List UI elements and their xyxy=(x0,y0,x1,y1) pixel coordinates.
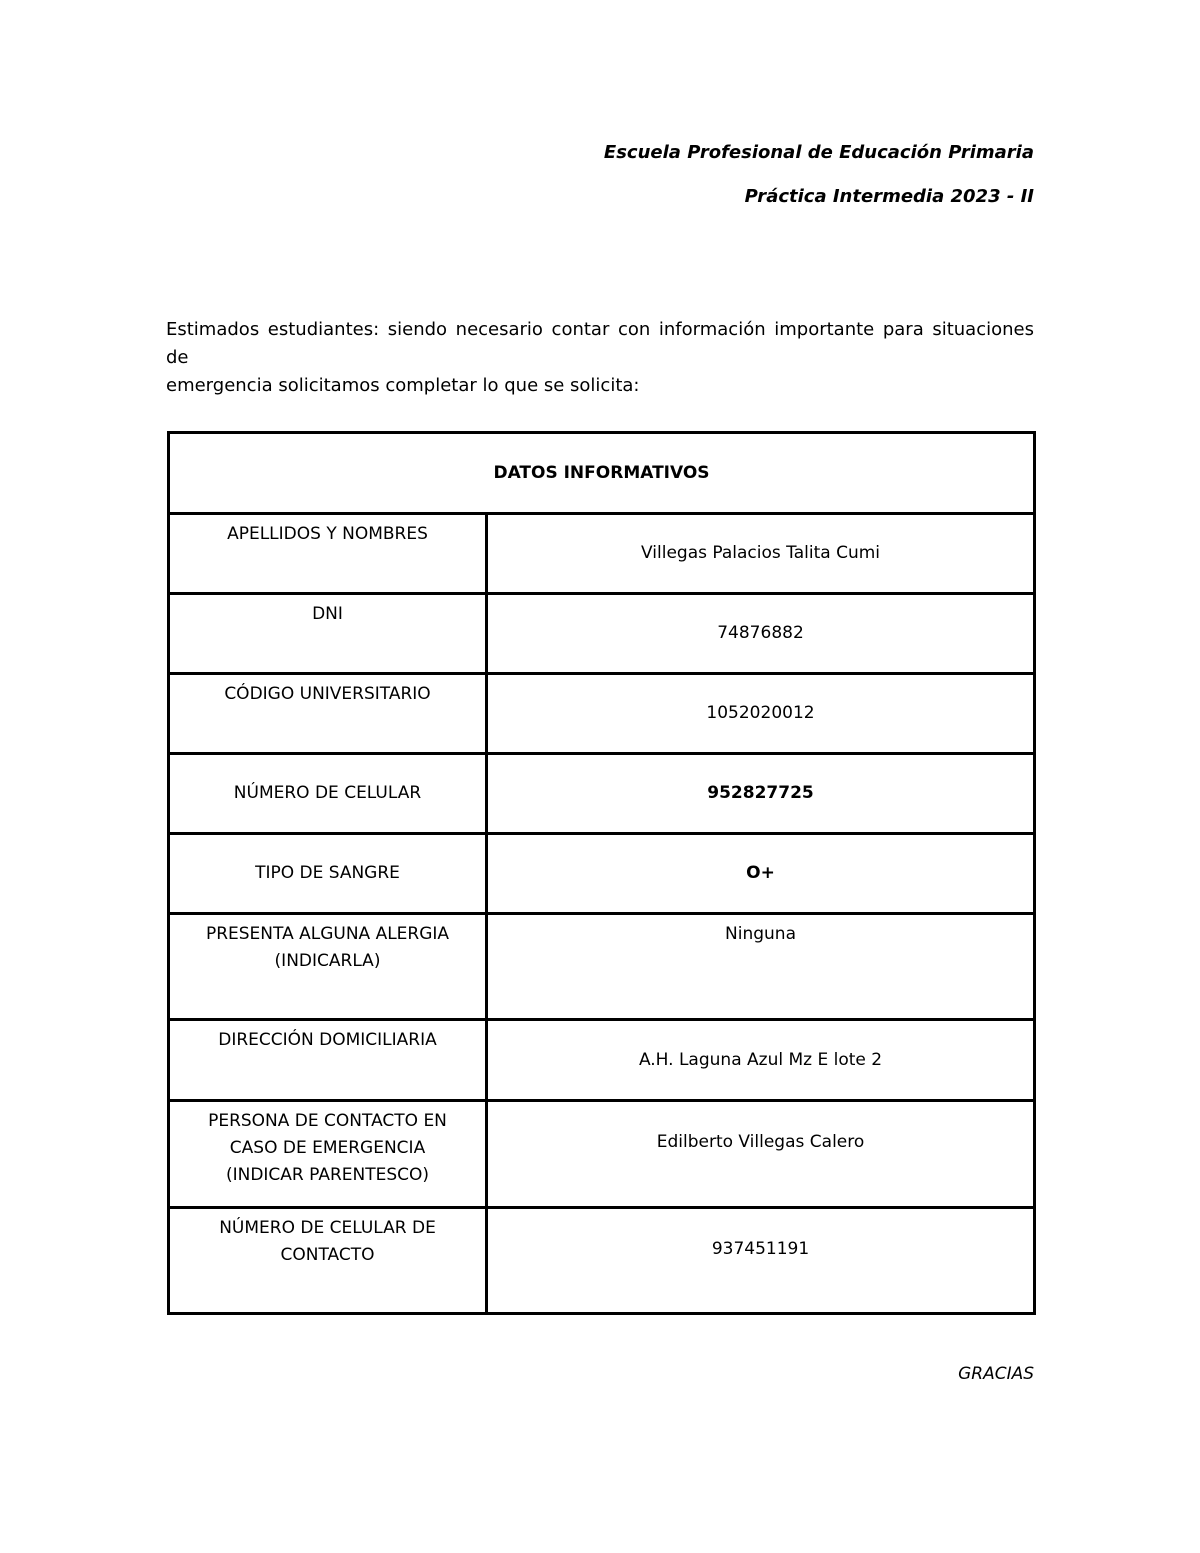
student-info-table xyxy=(167,431,1036,1315)
table-row xyxy=(169,514,1035,594)
course-name: Práctica Intermedia 2023 - II xyxy=(744,186,1034,207)
table-title: DATOS INFORMATIVOS xyxy=(169,433,1035,514)
value-contact-number: 937451191 xyxy=(487,1208,1035,1314)
value-emergency-contact: Edilberto Villegas Calero xyxy=(487,1101,1035,1208)
table-row xyxy=(169,1101,1035,1208)
label-cell-number: NÚMERO DE CELULAR xyxy=(169,754,487,834)
value-blood-type: O+ xyxy=(487,834,1035,914)
value-cell-number: 952827725 xyxy=(487,754,1035,834)
label-emergency-contact-line-2: CASO DE EMERGENCIA xyxy=(229,1138,426,1158)
table-row xyxy=(169,1208,1035,1314)
value-allergy: Ninguna xyxy=(487,914,1035,1020)
school-name: Escuela Profesional de Educación Primaria xyxy=(603,142,1034,163)
label-full-name: APELLIDOS Y NOMBRES xyxy=(169,514,487,594)
label-emergency-contact-line-1: PERSONA DE CONTACTO EN xyxy=(208,1111,447,1131)
label-contact-number-line-2: CONTACTO xyxy=(280,1245,375,1265)
table-row xyxy=(169,1020,1035,1101)
table-row xyxy=(169,594,1035,674)
label-emergency-contact-line-3: (INDICAR PARENTESCO) xyxy=(225,1165,430,1185)
label-emergency-contact xyxy=(169,1101,487,1208)
label-dni: DNI xyxy=(169,594,487,674)
intro-paragraph xyxy=(166,316,1034,400)
table-row xyxy=(169,834,1035,914)
label-address: DIRECCIÓN DOMICILIARIA xyxy=(169,1020,487,1101)
value-full-name: Villegas Palacios Talita Cumi xyxy=(487,514,1035,594)
label-allergy xyxy=(169,914,487,1020)
label-allergy-line-1: PRESENTA ALGUNA ALERGIA xyxy=(205,924,450,944)
value-university-code: 1052020012 xyxy=(487,674,1035,754)
label-university-code: CÓDIGO UNIVERSITARIO xyxy=(169,674,487,754)
closing-text: GRACIAS xyxy=(958,1364,1034,1384)
label-contact-number xyxy=(169,1208,487,1314)
value-address: A.H. Laguna Azul Mz E lote 2 xyxy=(487,1020,1035,1101)
table-title-row xyxy=(169,433,1035,514)
table-row xyxy=(169,914,1035,1020)
label-allergy-line-2: (INDICARLA) xyxy=(274,951,381,971)
intro-line-2: emergencia solicitamos completar lo que se solicita: xyxy=(166,375,640,396)
table-row xyxy=(169,674,1035,754)
value-dni: 74876882 xyxy=(487,594,1035,674)
label-contact-number-line-1: NÚMERO DE CELULAR DE xyxy=(219,1218,436,1238)
label-blood-type: TIPO DE SANGRE xyxy=(169,834,487,914)
table-row xyxy=(169,754,1035,834)
intro-line-1: Estimados estudiantes: siendo necesario contar con información importante para situaciones de xyxy=(166,319,1034,368)
